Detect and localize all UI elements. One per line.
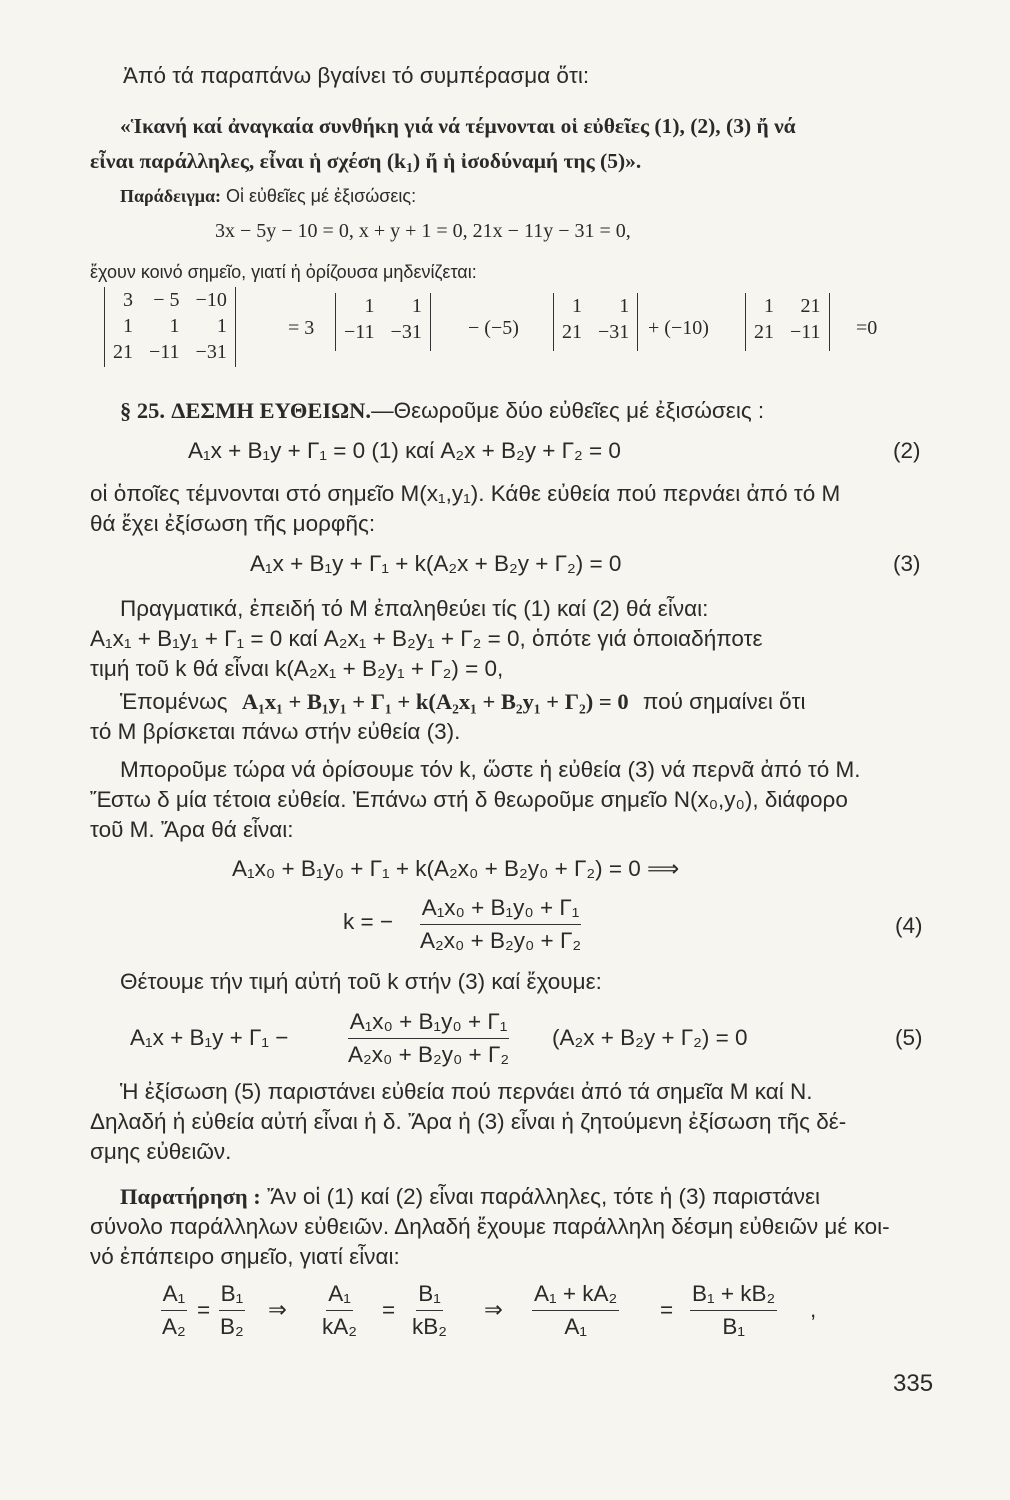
text-line: τό M βρίσκεται πάνω στήν εὐθεία (3). xyxy=(90,719,461,744)
equation-number-2: (2) xyxy=(893,438,921,463)
fraction-numerator: B₁ + kB₂ xyxy=(690,1280,777,1311)
example-line xyxy=(120,182,416,210)
bold-equation: A₁x₁ + B₁y₁ + Γ₁ + k(A₂x₁ + B₂y₁ + Γ₂) = 0 xyxy=(241,689,629,714)
implies-arrow: ⇒ xyxy=(484,1297,503,1322)
ratio-fraction xyxy=(532,1280,619,1341)
det-cell: 1 xyxy=(123,315,133,337)
ratio-fraction xyxy=(410,1280,449,1341)
det-cell: −11 xyxy=(790,321,821,343)
det-cell: −11 xyxy=(149,341,180,363)
text-line: A₁x₁ + B₁y₁ + Γ₁ = 0 καί A₂x₁ + B₂y₁ + Γ₂ = 0, ὁπότε γιά ὁποιαδήποτε xyxy=(90,626,763,651)
text-line: τιμή τοῦ k θά εἶναι k(A₂x₁ + B₂y₁ + Γ₂) = 0, xyxy=(90,656,504,681)
text-line: θά ἔχει ἐξίσωση τῆς μορφῆς: xyxy=(90,511,376,536)
example-after: ἔχουν κοινό σημεῖο, γιατί ἡ ὀρίζουσα μηδενίζεται: xyxy=(90,262,477,282)
det-cell: 1 xyxy=(764,295,774,317)
eq5-numerator: A₁x₀ + B₁y₀ + Γ₁ xyxy=(348,1008,510,1039)
text-line: οἱ ὁποῖες τέμνονται στό σημεῖο M(x₁,y₁). Κάθε εὐθεία πού περνάει ἀπό τό M xyxy=(90,481,841,506)
minor-3 xyxy=(745,293,830,351)
section-title: ΔΕΣΜΗ ΕΥΘΕΙΩΝ. xyxy=(171,398,372,423)
fraction-denominator: kB₂ xyxy=(412,1314,447,1339)
text-line: Θέτουμε τήν τιμή αὐτή τοῦ k στήν (3) καί ἔχουμε: xyxy=(120,969,602,994)
text-line: Δηλαδή ἡ εὐθεία αὐτή εἶναι ἡ δ. Ἄρα ἡ (3) εἶναι ἡ ζητούμενη ἐξίσωση τῆς δέ- xyxy=(90,1109,847,1134)
text-line xyxy=(120,688,805,716)
ratio-fraction xyxy=(690,1280,777,1341)
equation-n: A₁x₀ + B₁y₀ + Γ₁ + k(A₂x₀ + B₂y₀ + Γ₂) = 0 ⟹ xyxy=(232,856,680,881)
det-coeff-1: = 3 xyxy=(288,317,315,339)
det-cell: 1 xyxy=(216,315,227,337)
det-cell: 21 xyxy=(754,321,774,343)
text-line: Μποροῦμε τώρα νά ὁρίσουμε τόν k, ὥστε ἡ εὐθεία (3) νά περνᾶ ἀπό τό M. xyxy=(120,757,861,782)
ratio-fraction xyxy=(320,1280,359,1341)
det-cell: 21 xyxy=(113,341,133,363)
eq5-part-b: (A₂x + B₂y + Γ₂) = 0 xyxy=(552,1025,748,1050)
k-fraction xyxy=(418,894,583,955)
det-cell: 3 xyxy=(123,289,133,311)
det-cell: 1 xyxy=(169,315,180,337)
minor-2 xyxy=(553,293,638,351)
fraction-denominator: kA₂ xyxy=(322,1314,357,1339)
equals-sign: = xyxy=(197,1297,211,1322)
det-cell: 21 xyxy=(562,321,582,343)
text-line: τοῦ M. Ἄρα θά εἶναι: xyxy=(90,817,294,842)
section-intro: —Θεωροῦμε δύο εὐθεῖες μέ ἐξισώσεις : xyxy=(371,398,765,423)
fraction-numerator: A₁ + kA₂ xyxy=(532,1280,619,1311)
equation-3: A₁x + B₁y + Γ₁ + k(A₂x + B₂y + Γ₂) = 0 xyxy=(250,551,622,576)
fraction-numerator: A₁ xyxy=(326,1280,353,1311)
ratio-fraction xyxy=(218,1280,246,1341)
fraction-numerator: B₁ xyxy=(416,1280,443,1311)
det-cell: −31 xyxy=(195,341,227,363)
det-result: =0 xyxy=(856,317,878,339)
theorem-text: εἶναι παράλληλες, εἶναι ἡ σχέση (k xyxy=(90,149,406,173)
eq5-fraction xyxy=(346,1008,511,1069)
section-heading xyxy=(120,397,764,425)
fraction-denominator: B₁ xyxy=(722,1314,745,1339)
intro-line: Ἀπό τά παραπάνω βγαίνει τό συμπέρασμα ὅτι: xyxy=(123,63,590,88)
equals-sign: = xyxy=(660,1297,674,1322)
page-number: 335 xyxy=(893,1370,934,1397)
text-line: νό ἐπάπειρο σημεῖο, γιατί εἶναι: xyxy=(90,1244,400,1269)
theorem-line-2: εἶναι παράλληλες, εἶναι ἡ σχέση $(k_1)$ ἤ ἡ ἰσοδύναμή της (5)». xyxy=(90,149,642,177)
minor-1 xyxy=(335,293,431,351)
det-cell: 21 xyxy=(800,295,821,317)
text-fragment: Ἑπομένως xyxy=(120,689,228,714)
determinant-3x3 xyxy=(104,287,236,367)
fraction-denominator: A₁ xyxy=(564,1314,587,1339)
example-label: Παράδειγμα: xyxy=(120,186,222,206)
k-denominator: A₂x₀ + B₂y₀ + Γ₂ xyxy=(420,928,582,953)
text-line: Πραγματικά, ἐπειδή τό M ἐπαληθεύει τίς (1) καί (2) θά εἶναι: xyxy=(120,596,709,621)
section-number: § 25. xyxy=(120,398,165,423)
theorem-text-end: ) ἤ ἡ ἰσοδύναμή της (5)». xyxy=(412,149,642,173)
det-coeff-2: − (−5) xyxy=(468,317,519,339)
det-cell: 1 xyxy=(411,295,422,317)
k-lhs: k = − xyxy=(343,909,394,934)
text-fragment: πού σημαίνει ὅτι xyxy=(642,689,806,714)
text-line: σύνολο παράλληλων εὐθειῶν. Δηλαδή ἔχουμε παράλληλη δέσμη εὐθειῶν μέ κοι- xyxy=(90,1214,890,1239)
example-equations: 3x − 5y − 10 = 0, x + y + 1 = 0, 21x − 11y − 31 = 0, xyxy=(215,220,631,242)
det-cell: 1 xyxy=(619,295,630,317)
eq5-denominator: A₂x₀ + B₂y₀ + Γ₂ xyxy=(348,1042,510,1067)
fraction-numerator: A₁ xyxy=(161,1280,188,1311)
equals-sign: = xyxy=(382,1297,396,1322)
example-text: Οἱ εὐθεῖες μέ ἐξισώσεις: xyxy=(226,186,417,206)
k-numerator: A₁x₀ + B₁y₀ + Γ₁ xyxy=(420,894,582,925)
ratio-fraction xyxy=(160,1280,188,1341)
implies-arrow: ⇒ xyxy=(268,1297,287,1322)
det-cell: −10 xyxy=(195,289,227,311)
text-line: Ἔστω δ μία τέτοια εὐθεία. Ἐπάνω στή δ θεωροῦμε σημεῖο N(x₀,y₀), διάφορο xyxy=(90,787,848,812)
det-cell: −31 xyxy=(598,321,630,343)
theorem-line-1: «Ἱκανή καί ἀναγκαία συνθήκη γιά νά τέμνονται οἱ εὐθεῖες (1), (2), (3) ἤ νά xyxy=(120,114,796,138)
text-line: σμης εὐθειῶν. xyxy=(90,1139,232,1164)
text-line: Ἡ ἐξίσωση (5) παριστάνει εὐθεία πού περνάει ἀπό τά σημεῖα M καί N. xyxy=(120,1079,813,1104)
fraction-numerator: B₁ xyxy=(219,1280,246,1311)
observation-text: Ἄν οἱ (1) καί (2) εἶναι παράλληλες, τότε ἡ (3) παριστάνει xyxy=(267,1184,821,1209)
eq5-part-a: A₁x + B₁y + Γ₁ − xyxy=(130,1025,289,1050)
fraction-denominator: B₂ xyxy=(220,1314,244,1339)
equation-number-3: (3) xyxy=(893,551,921,576)
det-cell: −11 xyxy=(344,321,375,343)
fraction-denominator: A₂ xyxy=(162,1314,186,1339)
det-cell: − 5 xyxy=(153,289,180,311)
det-coeff-3: + (−10) xyxy=(648,317,709,339)
observation-label: Παρατήρηση : xyxy=(120,1184,261,1209)
comma: , xyxy=(810,1297,817,1322)
det-cell: 1 xyxy=(364,295,375,317)
det-cell: −31 xyxy=(390,321,422,343)
det-cell: 1 xyxy=(572,295,582,317)
equation-number-5: (5) xyxy=(895,1025,923,1050)
observation-line xyxy=(120,1183,820,1211)
equation-1-2: A₁x + B₁y + Γ₁ = 0 (1) καί A₂x + B₂y + Γ₂ = 0 xyxy=(188,438,621,463)
equation-number-4: (4) xyxy=(895,913,923,938)
